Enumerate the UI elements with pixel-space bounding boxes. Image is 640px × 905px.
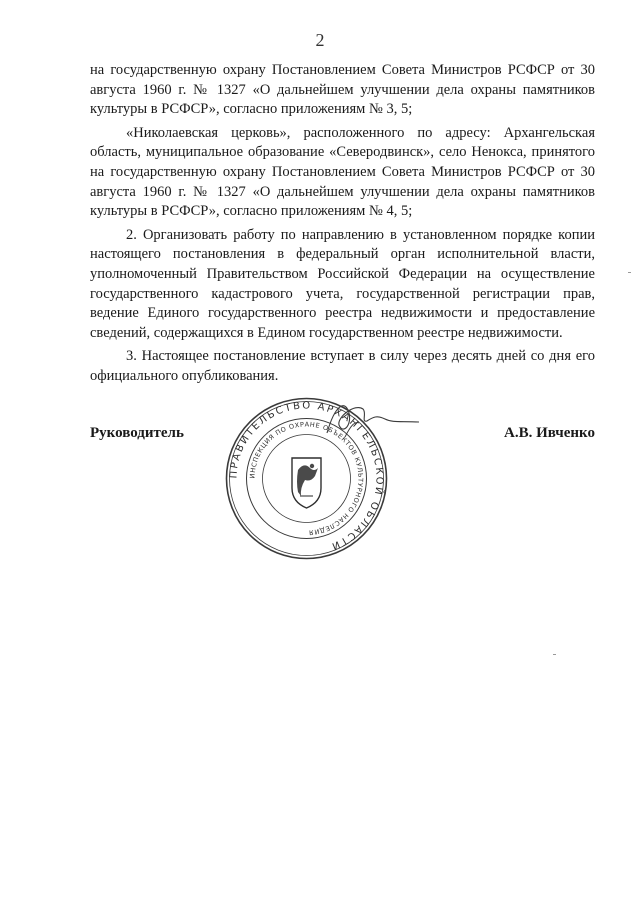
page-number: 2 <box>315 30 325 50</box>
signatory-title: Руководитель <box>90 425 184 441</box>
seal-inner-text: ИНСПЕКЦИЯ ПО ОХРАНЕ ОБЪЕКТОВ КУЛЬТУРНОГО НАСЛЕДИЯ <box>248 420 365 537</box>
signatory-name: А.В. Ивченко <box>504 425 595 441</box>
handwritten-signature <box>315 395 425 445</box>
document-body <box>90 61 595 387</box>
paragraph-item-3: 3. Настоящее постановление вступает в силу через десять дней со дня его официального опубликования. <box>90 348 595 384</box>
seal-outer-text: ПРАВИТЕЛЬСТВО АРХАНГЕЛЬСКОЙ ОБЛАСТИ <box>228 400 385 553</box>
coat-of-arms-icon <box>292 458 321 508</box>
paragraph-continuation: на государственную охрану Постановлением Совета Министров РСФСР от 30 августа 1960 г. № 1327 «О дальнейшем улучшении дела охраны памятников культуры в РСФСР», согласно приложениям № 3, 5; <box>90 62 595 118</box>
scan-speck <box>553 654 556 655</box>
paragraph-nikolaevskaya-church: «Николаевская церковь», расположенного по адресу: Архангельская область, муниципальное образование «Северодвинск», село Ненокса, принятого на государственную охрану Постановлением Совета Министров РСФСР от 30 августа 1960 г. № 1327 «О дальнейшем улучшении дела охраны памятников культуры в РСФСР», согласно приложениям № 4, 5; <box>90 124 595 220</box>
scan-speck <box>628 272 631 273</box>
paragraph-item-2: 2. Организовать работу по направлению в установленном порядке копии настоящего постановления в федеральный орган исполнительной власти, уполномоченный Правительством Российской Федерации на осуществление государственного кадастрового учета, государственной регистрации прав, ведение Единого государственного реестра недвижимости и предоставление сведений, содержащихся в Едином государственном реестре недвижимости. <box>90 226 595 341</box>
